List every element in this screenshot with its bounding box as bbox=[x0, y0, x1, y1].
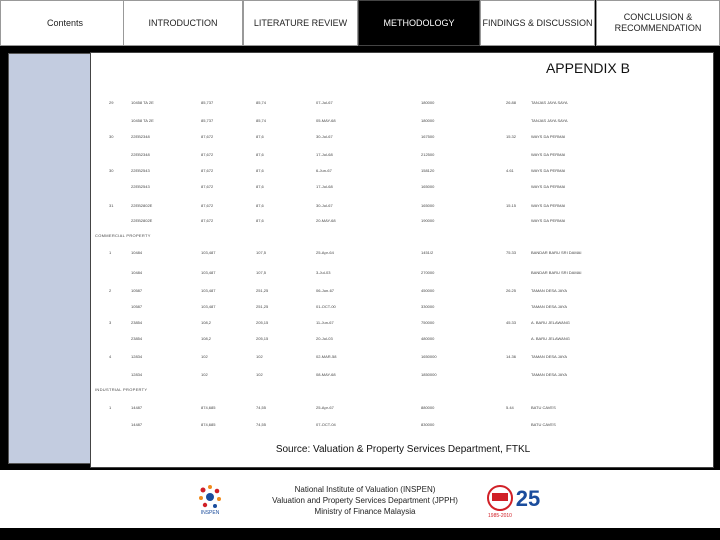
table-cell: 07-OCT-04 bbox=[316, 422, 336, 427]
table-cell: 1451/2 bbox=[421, 250, 434, 255]
table-cell: 10484 bbox=[131, 270, 143, 275]
table-cell: TAMAN DESA JAYA bbox=[531, 288, 568, 293]
tab-findings-discussion[interactable] bbox=[480, 0, 595, 46]
jpph-25-anniversary-logo-icon bbox=[486, 480, 546, 520]
table-cell: 85,74 bbox=[256, 100, 267, 105]
table-cell: 17-Jul-68 bbox=[316, 184, 333, 189]
table-cell: 22EB2543 bbox=[131, 168, 150, 173]
tab-label: FINDINGS & DISCUSSION bbox=[482, 17, 593, 28]
table-cell: 87,6 bbox=[256, 152, 264, 157]
row-number: 30 bbox=[109, 168, 114, 173]
table-cell: 14487 bbox=[131, 422, 143, 427]
tab-label: Contents bbox=[46, 17, 84, 28]
row-number: 30 bbox=[109, 134, 114, 139]
row-number: 1 bbox=[109, 250, 112, 255]
table-cell: 20-Jul-03 bbox=[316, 336, 333, 341]
table-cell: 108,2 bbox=[201, 336, 212, 341]
table-cell: 165000 bbox=[421, 203, 435, 208]
table-cell: 880000 bbox=[421, 405, 435, 410]
top-navigation bbox=[0, 0, 720, 48]
table-cell: 102 bbox=[201, 372, 208, 377]
table-cell: 74,55 bbox=[256, 405, 267, 410]
table-row bbox=[91, 419, 715, 431]
table-cell: 10587 bbox=[131, 288, 143, 293]
table-cell: 22EB2348 bbox=[131, 152, 150, 157]
table-cell: 22EB2543 bbox=[131, 184, 150, 189]
table-cell: 1850000 bbox=[421, 372, 437, 377]
table-cell: 107,5 bbox=[256, 270, 267, 275]
table-row bbox=[91, 131, 715, 143]
table-row bbox=[91, 351, 715, 363]
table-cell: 102 bbox=[201, 354, 208, 359]
table-cell: 158120 bbox=[421, 168, 435, 173]
table-cell: 87,672 bbox=[201, 152, 214, 157]
table-cell: 25-Apr-67 bbox=[316, 405, 334, 410]
table-cell: WAYS DA PERMAI bbox=[531, 203, 566, 208]
table-row bbox=[91, 301, 715, 313]
table-row bbox=[91, 285, 715, 297]
tab-label: LITERATURE REVIEW bbox=[253, 17, 348, 28]
row-number: 4 bbox=[109, 354, 112, 359]
table-cell: 74,55 bbox=[256, 422, 267, 427]
table-cell: 4.61 bbox=[506, 168, 514, 173]
table-row bbox=[91, 267, 715, 279]
table-cell: 15.15 bbox=[506, 203, 517, 208]
table-cell: 480000 bbox=[421, 336, 435, 341]
table-cell: 874,685 bbox=[201, 422, 216, 427]
table-cell: 12834 bbox=[131, 372, 143, 377]
table-cell: 14487 bbox=[131, 405, 143, 410]
table-cell: 6-Jun-67 bbox=[316, 168, 332, 173]
table-cell: 251,25 bbox=[256, 304, 269, 309]
table-cell: 01-OCT-00 bbox=[316, 304, 336, 309]
section-label: INDUSTRIAL PROPERTY bbox=[95, 387, 148, 392]
table-cell: BANDAR BARU SRI DAMAI bbox=[531, 270, 582, 275]
table-cell: 87,672 bbox=[201, 203, 214, 208]
table-row bbox=[91, 149, 715, 161]
inspen-logo-icon bbox=[195, 482, 225, 516]
source-note: Source: Valuation & Property Services Department, FTKL bbox=[275, 444, 531, 455]
table-cell: WAYS DA PERMAI bbox=[531, 134, 566, 139]
table-cell: 22EB2802E bbox=[131, 203, 153, 208]
table-cell: 87,6 bbox=[256, 184, 264, 189]
row-number: 1 bbox=[109, 405, 112, 410]
table-cell: 107,5 bbox=[256, 250, 267, 255]
table-cell: 30-Jul-67 bbox=[316, 134, 333, 139]
logo-right-number: 25 bbox=[515, 486, 541, 511]
table-cell: 10484 bbox=[131, 250, 143, 255]
appendix-table-area bbox=[90, 52, 714, 468]
table-cell: 103,487 bbox=[201, 304, 216, 309]
table-row bbox=[91, 200, 715, 212]
table-cell: 180000 bbox=[421, 100, 435, 105]
table-cell: 103,487 bbox=[201, 250, 216, 255]
table-cell: 87,672 bbox=[201, 168, 214, 173]
table-cell: 251,25 bbox=[256, 288, 269, 293]
table-cell: 87,672 bbox=[201, 218, 214, 223]
table-cell: 270000 bbox=[421, 270, 435, 275]
table-cell: 1650000 bbox=[421, 354, 437, 359]
table-cell: 450000 bbox=[421, 288, 435, 293]
table-cell: 30-Jul-67 bbox=[316, 203, 333, 208]
table-cell: 23854 bbox=[131, 336, 143, 341]
tab-conclusion-recommendation[interactable] bbox=[596, 0, 720, 46]
table-cell: 75.33 bbox=[506, 250, 517, 255]
table-cell: 102 bbox=[256, 354, 263, 359]
table-cell: 205,15 bbox=[256, 336, 269, 341]
page-title: APPENDIX B bbox=[545, 60, 630, 76]
table-cell: 87,6 bbox=[256, 203, 264, 208]
table-cell: 87,6 bbox=[256, 218, 264, 223]
table-cell: 23854 bbox=[131, 320, 143, 325]
footer-credits bbox=[230, 484, 500, 517]
footer bbox=[0, 470, 720, 528]
tab-label: METHODOLOGY bbox=[383, 17, 455, 28]
table-cell: 06-Jun-67 bbox=[316, 288, 335, 293]
table-row bbox=[91, 247, 715, 259]
table-row bbox=[91, 97, 715, 109]
table-cell: 205,15 bbox=[256, 320, 269, 325]
table-cell: 10458 TA 2E bbox=[131, 118, 154, 123]
table-cell: BANDAR BARU SRI DAMAI bbox=[531, 250, 582, 255]
table-cell: 167500 bbox=[421, 134, 435, 139]
footer-line-2: Valuation and Property Services Department (JPPH) bbox=[272, 496, 458, 505]
table-cell: 5.44 bbox=[506, 405, 514, 410]
table-cell: 26.88 bbox=[506, 100, 517, 105]
table-cell: 87,672 bbox=[201, 134, 214, 139]
table-cell: 15.32 bbox=[506, 134, 517, 139]
tab-literature-review[interactable] bbox=[243, 0, 358, 46]
table-cell: 25-Apr-64 bbox=[316, 250, 334, 255]
table-cell: 22EB2348 bbox=[131, 134, 150, 139]
table-cell: 830000 bbox=[421, 422, 435, 427]
table-cell: 874,685 bbox=[201, 405, 216, 410]
table-cell: 10587 bbox=[131, 304, 143, 309]
row-number: 31 bbox=[109, 203, 114, 208]
table-row bbox=[91, 181, 715, 193]
table-row bbox=[91, 317, 715, 329]
table-cell: A. BARU JELAWANG bbox=[531, 320, 570, 325]
footer-line-1: National Institute of Valuation (INSPEN) bbox=[294, 485, 436, 494]
table-cell: WAYS DA PERMAI bbox=[531, 184, 566, 189]
table-cell: 87,6 bbox=[256, 168, 264, 173]
table-cell: 02-MAR-58 bbox=[316, 354, 337, 359]
tab-methodology[interactable] bbox=[358, 0, 480, 46]
table-cell: 26.25 bbox=[506, 288, 517, 293]
tab-label: INTRODUCTION bbox=[148, 17, 218, 28]
tab-introduction[interactable] bbox=[123, 0, 243, 46]
table-cell: 12834 bbox=[131, 354, 143, 359]
table-cell: 87,672 bbox=[201, 184, 214, 189]
table-cell: A. BARU JELAWANG bbox=[531, 336, 570, 341]
table-cell: 190000 bbox=[421, 218, 435, 223]
table-cell: 08-MAY-68 bbox=[316, 372, 336, 377]
table-row bbox=[91, 369, 715, 381]
table-cell: TANJAS JAYA SAYA bbox=[531, 118, 568, 123]
table-cell: 750000 bbox=[421, 320, 435, 325]
table-cell: 102 bbox=[256, 372, 263, 377]
table-cell: 45.33 bbox=[506, 320, 517, 325]
logo-right-years: 1985-2010 bbox=[488, 513, 512, 519]
row-number: 2 bbox=[109, 288, 112, 293]
table-cell: WAYS DA PERMAI bbox=[531, 168, 566, 173]
table-cell: 212500 bbox=[421, 152, 435, 157]
row-number: 3 bbox=[109, 320, 112, 325]
table-cell: 20-MAY-68 bbox=[316, 218, 336, 223]
logo-left-text: INSPEN bbox=[200, 510, 220, 516]
table-cell: 103,487 bbox=[201, 288, 216, 293]
table-row bbox=[91, 215, 715, 227]
table-cell: 05-MAY-68 bbox=[316, 118, 336, 123]
table-cell: 3-Jul-03 bbox=[316, 270, 331, 275]
table-cell: BATU CAVES bbox=[531, 405, 556, 410]
table-cell: TAMAN DESA JAYA bbox=[531, 354, 568, 359]
table-cell: 07-Jul-67 bbox=[316, 100, 333, 105]
table-cell: 165000 bbox=[421, 184, 435, 189]
section-label: COMMERCIAL PROPERTY bbox=[95, 233, 151, 238]
table-cell: 85,737 bbox=[201, 118, 214, 123]
table-cell: 14.36 bbox=[506, 354, 517, 359]
tab-contents[interactable] bbox=[0, 0, 130, 46]
table-cell: 22EB2802E bbox=[131, 218, 153, 223]
table-row bbox=[91, 402, 715, 414]
table-cell: 85,74 bbox=[256, 118, 267, 123]
table-cell: WAYS DA PERMAI bbox=[531, 218, 566, 223]
table-cell: TAMAN DESA JAYA bbox=[531, 372, 568, 377]
table-cell: WAYS DA PERMAI bbox=[531, 152, 566, 157]
table-cell: 17-Jul-68 bbox=[316, 152, 333, 157]
table-cell: 85,737 bbox=[201, 100, 214, 105]
table-cell: BATU CAVES bbox=[531, 422, 556, 427]
footer-line-3: Ministry of Finance Malaysia bbox=[314, 507, 416, 516]
table-row bbox=[91, 165, 715, 177]
table-cell: 180000 bbox=[421, 118, 435, 123]
row-number: 29 bbox=[109, 100, 114, 105]
table-row bbox=[91, 115, 715, 127]
table-cell: TAMAN DESA JAYA bbox=[531, 304, 568, 309]
table-cell: TANJAS JAYA SAYA bbox=[531, 100, 568, 105]
table-cell: 10458 TA 2E bbox=[131, 100, 154, 105]
table-cell: 108,2 bbox=[201, 320, 212, 325]
table-cell: 330000 bbox=[421, 304, 435, 309]
tab-label: CONCLUSION & RECOMMENDATION bbox=[614, 12, 702, 33]
table-row bbox=[91, 333, 715, 345]
table-cell: 103,487 bbox=[201, 270, 216, 275]
table-cell: 11-Jun-67 bbox=[316, 320, 334, 325]
table-cell: 87,6 bbox=[256, 134, 264, 139]
